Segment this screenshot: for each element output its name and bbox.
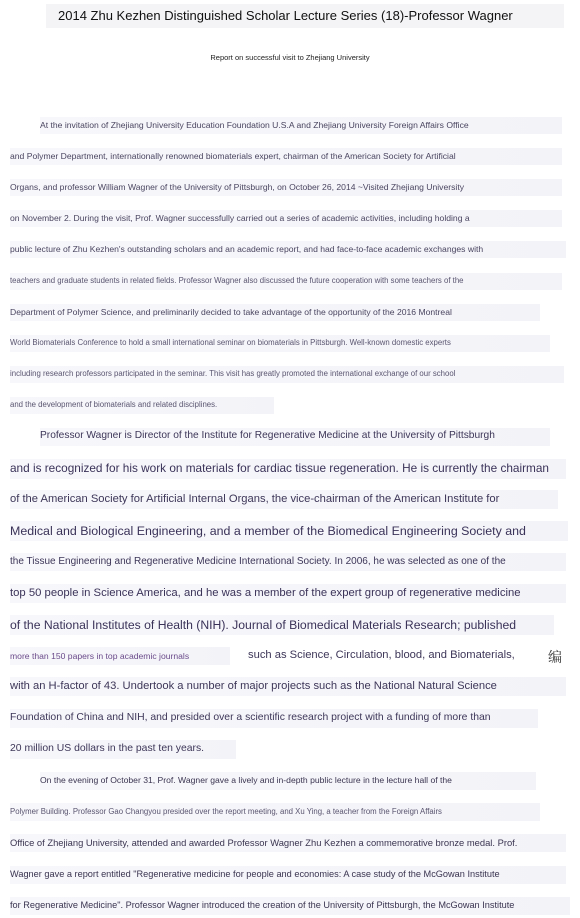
paragraph-2-line-9: with an H-factor of 43. Undertook a number of major projects such as the National Natural Science (10, 677, 566, 696)
cjk-character: 编 (548, 650, 562, 666)
paragraph-2-line-11: 20 million US dollars in the past ten years. (10, 740, 236, 759)
paragraph-2-line-8b: such as Science, Circulation, blood, and Biomaterials, (248, 647, 538, 665)
paragraph-1-line-10: and the development of biomaterials and related disciplines. (10, 397, 274, 414)
paragraph-2-line-3: of the American Society for Artificial Internal Organs, the vice-chairman of the American Institute for (10, 490, 558, 509)
paragraph-2-line-2: and is recognized for his work on materials for cardiac tissue regeneration. He is currently the chairman (10, 459, 566, 479)
paragraph-2-line-1: Professor Wagner is Director of the Institute for Regenerative Medicine at the University of Pittsburgh (40, 428, 550, 446)
paragraph-3-line-5: for Regenerative Medicine". Professor Wagner introduced the creation of the University of Pittsburgh, the McGowan Institute (10, 897, 570, 915)
paragraph-3-line-4: Wagner gave a report entitled "Regenerative medicine for people and economies: A case study of the McGowan Institute (10, 866, 566, 884)
paragraph-3-line-1: On the evening of October 31, Prof. Wagner gave a lively and in-depth public lecture in the lecture hall of the (40, 772, 536, 790)
paragraph-1-line-2: and Polymer Department, internationally renowned biomaterials expert, chairman of the American Society for Artificial (10, 148, 562, 165)
paragraph-1-line-8: World Biomaterials Conference to hold a small international seminar on biomaterials in Pittsburgh. Well-known domestic experts (10, 335, 550, 352)
paragraph-2-line-8a: more than 150 papers in top academic journals (10, 647, 230, 665)
paragraph-2-line-6: top 50 people in Science America, and he was a member of the expert group of regenerative medicine (10, 584, 566, 603)
paragraph-1-line-9: including research professors participated in the seminar. This visit has greatly promoted the international exchange of our school (10, 366, 564, 383)
paragraph-1-line-3: Organs, and professor William Wagner of the University of Pittsburgh, on October 26, 2014 ~Visited Zhejiang University (10, 179, 562, 196)
paragraph-2-line-7: of the National Institutes of Health (NIH). Journal of Biomedical Materials Research; published (10, 615, 554, 635)
paragraph-1-line-6: teachers and graduate students in related fields. Professor Wagner also discussed the future cooperation with some teachers of the (10, 273, 562, 290)
paragraph-1-line-1: At the invitation of Zhejiang University Education Foundation U.S.A and Zhejiang University Foreign Affairs Office (40, 117, 562, 134)
paragraph-1-line-7: Department of Polymer Science, and preliminarily decided to take advantage of the opportunity of the 2016 Montreal (10, 304, 540, 321)
paragraph-1-line-5: public lecture of Zhu Kezhen's outstanding scholars and an academic report, and had face-to-face academic exchanges with (10, 241, 566, 258)
page-title: 2014 Zhu Kezhen Distinguished Scholar Lecture Series (18)-Professor Wagner (46, 4, 564, 28)
paragraph-3-line-3: Office of Zhejiang University, attended and awarded Professor Wagner Zhu Kezhen a commemorative bronze medal. Prof. (10, 834, 566, 852)
paragraph-2-line-4: Medical and Biological Engineering, and a member of the Biomedical Engineering Society and (10, 521, 568, 541)
page-subtitle: Report on successful visit to Zhejiang University (210, 53, 370, 62)
paragraph-2-line-10: Foundation of China and NIH, and presided over a scientific research project with a funding of more than (10, 709, 538, 728)
paragraph-1-line-4: on November 2. During the visit, Prof. Wagner successfully carried out a series of academic activities, including holding a (10, 210, 562, 227)
paragraph-2-line-5: the Tissue Engineering and Regenerative Medicine International Society. In 2006, he was selected as one of the (10, 553, 566, 571)
paragraph-3-line-2: Polymer Building. Professor Gao Changyou presided over the report meeting, and Xu Ying, a teacher from the Foreign Affairs (10, 803, 540, 821)
